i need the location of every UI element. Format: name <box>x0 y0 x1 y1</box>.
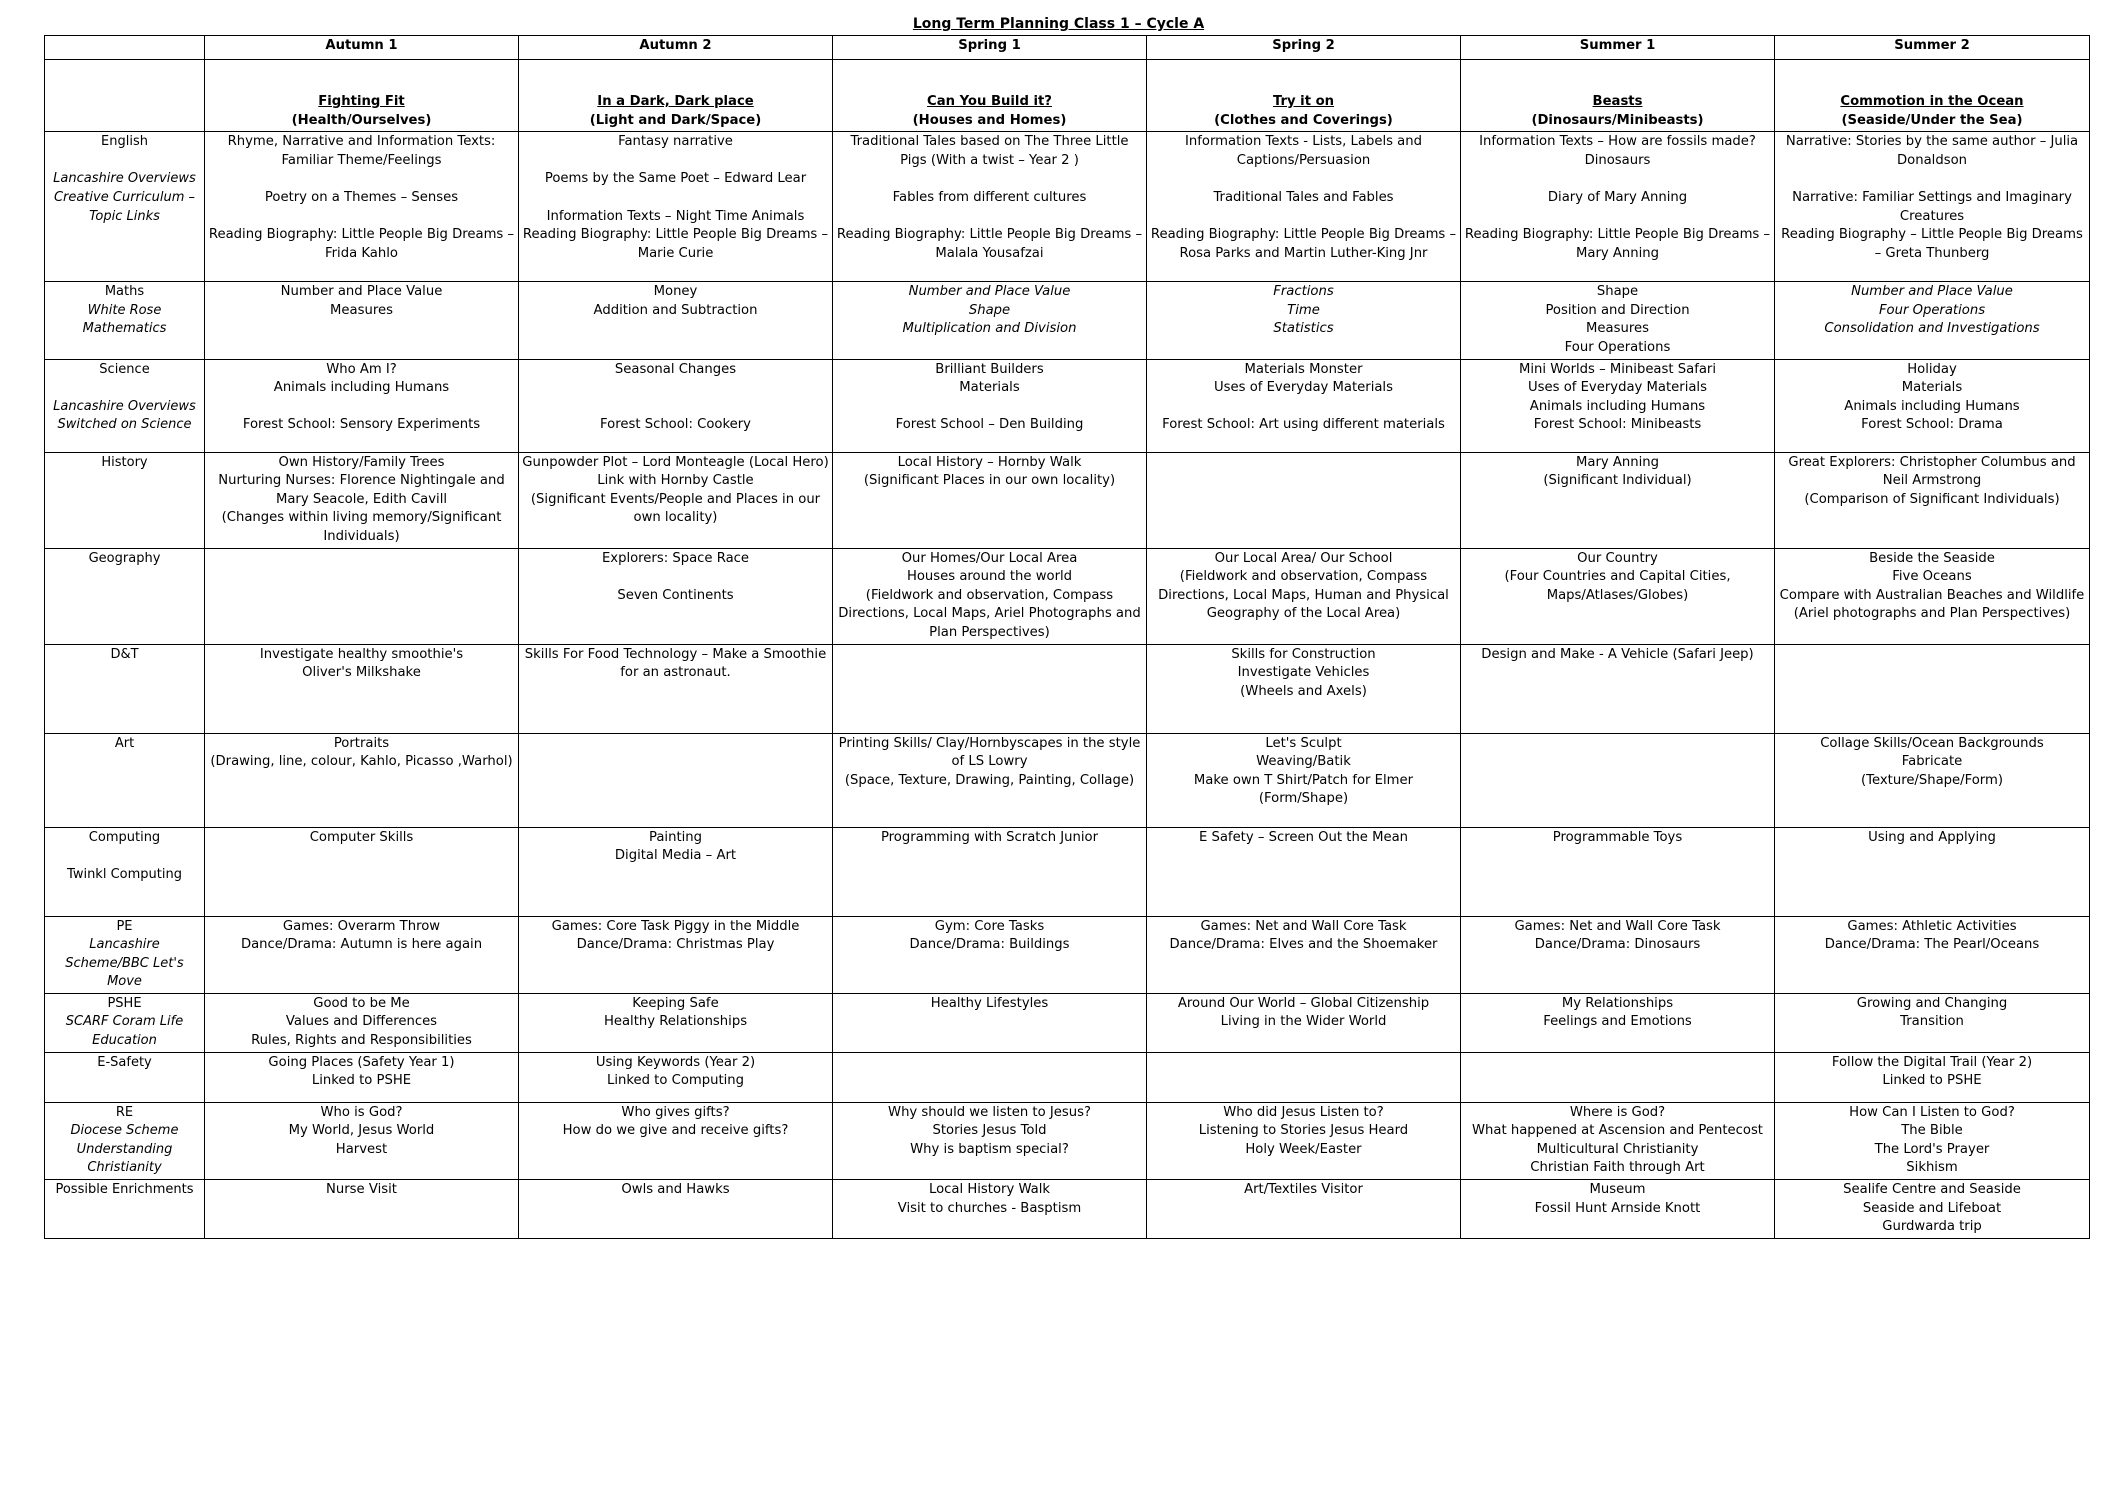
plan-cell: Local History Walk Visit to churches - Basptism <box>833 1180 1147 1239</box>
plan-cell: Art/Textiles Visitor <box>1147 1180 1461 1239</box>
plan-cell: Number and Place Value Shape Multiplication and Division <box>833 282 1147 359</box>
topic-cell <box>833 60 1147 132</box>
plan-cell: Own History/Family Trees Nurturing Nurses: Florence Nightingale and Mary Seacole, Edith Cavill (Changes within living memory/Significant Individuals) <box>205 452 519 548</box>
plan-cell: Materials Monster Uses of Everyday Materials Forest School: Art using different materials <box>1147 359 1461 452</box>
subject-row-science <box>45 359 2090 452</box>
subject-note: White Rose Mathematics <box>82 302 167 337</box>
plan-cell: Using and Applying <box>1775 827 2090 916</box>
plan-cell: Number and Place Value Measures <box>205 282 519 359</box>
plan-cell: Number and Place Value Four Operations Consolidation and Investigations <box>1775 282 2090 359</box>
subject-name: Science <box>99 361 150 377</box>
subject-cell <box>45 548 205 644</box>
topic-subtitle: (Houses and Homes) <box>912 112 1067 128</box>
plan-cell <box>519 733 833 827</box>
plan-cell <box>1461 1052 1775 1102</box>
plan-cell: Growing and Changing Transition <box>1775 993 2090 1052</box>
subject-row-english <box>45 132 2090 282</box>
plan-cell <box>833 1052 1147 1102</box>
topic-row <box>45 60 2090 132</box>
subject-note: Twinkl Computing <box>67 866 182 882</box>
subject-name: English <box>101 134 148 150</box>
plan-cell <box>833 644 1147 733</box>
subject-cell <box>45 359 205 452</box>
plan-cell <box>1147 1052 1461 1102</box>
plan-cell: Investigate healthy smoothie's Oliver's Milkshake <box>205 644 519 733</box>
plan-cell: Games: Net and Wall Core Task Dance/Drama: Elves and the Shoemaker <box>1147 916 1461 993</box>
subject-note: SCARF Coram Life Education <box>65 1014 184 1049</box>
subject-cell <box>45 644 205 733</box>
subject-row-art <box>45 733 2090 827</box>
plan-cell: Around Our World – Global Citizenship Living in the Wider World <box>1147 993 1461 1052</box>
plan-cell: Where is God? What happened at Ascension and Pentecost Multicultural Christianity Christian Faith through Art <box>1461 1102 1775 1179</box>
plan-cell: Going Places (Safety Year 1) Linked to PSHE <box>205 1052 519 1102</box>
plan-cell: Skills for Construction Investigate Vehicles (Wheels and Axels) <box>1147 644 1461 733</box>
plan-cell: Games: Net and Wall Core Task Dance/Drama: Dinosaurs <box>1461 916 1775 993</box>
subject-cell <box>45 1102 205 1179</box>
subject-cell <box>45 827 205 916</box>
plan-cell: Holiday Materials Animals including Humans Forest School: Drama <box>1775 359 2090 452</box>
plan-cell <box>1461 733 1775 827</box>
plan-cell: Our Country (Four Countries and Capital Cities, Maps/Atlases/Globes) <box>1461 548 1775 644</box>
plan-cell: Good to be Me Values and Differences Rules, Rights and Responsibilities <box>205 993 519 1052</box>
subject-cell <box>45 993 205 1052</box>
plan-cell: Our Local Area/ Our School (Fieldwork and observation, Compass Directions, Local Maps, Human and Physical Geography of the Local Area) <box>1147 548 1461 644</box>
plan-cell: Programmable Toys <box>1461 827 1775 916</box>
plan-cell: Seasonal Changes Forest School: Cookery <box>519 359 833 452</box>
plan-cell: Games: Overarm Throw Dance/Drama: Autumn is here again <box>205 916 519 993</box>
topic-cell <box>1775 60 2090 132</box>
subject-name: Geography <box>88 550 161 566</box>
plan-cell: Skills For Food Technology – Make a Smoothie for an astronaut. <box>519 644 833 733</box>
subject-note: Lancashire Overviews Switched on Science <box>53 398 196 433</box>
term-header: Autumn 1 <box>205 36 519 60</box>
subject-row-esafety <box>45 1052 2090 1102</box>
plan-cell <box>205 548 519 644</box>
subject-row-pshe <box>45 993 2090 1052</box>
plan-cell: Using Keywords (Year 2) Linked to Computing <box>519 1052 833 1102</box>
subject-cell <box>45 452 205 548</box>
plan-cell: Mary Anning (Significant Individual) <box>1461 452 1775 548</box>
plan-cell: Gunpowder Plot – Lord Monteagle (Local Hero) Link with Hornby Castle (Significant Events/People and Places in our own locality) <box>519 452 833 548</box>
subject-name: RE <box>115 1104 134 1120</box>
subject-name: D&T <box>110 646 139 662</box>
subject-cell <box>45 916 205 993</box>
topic-name: Can You Build it? <box>927 94 1052 109</box>
topic-cell <box>519 60 833 132</box>
plan-cell: Healthy Lifestyles <box>833 993 1147 1052</box>
topic-name: Try it on <box>1272 94 1335 109</box>
term-header: Summer 2 <box>1775 36 2090 60</box>
plan-cell: Who gives gifts? How do we give and receive gifts? <box>519 1102 833 1179</box>
plan-cell: Collage Skills/Ocean Backgrounds Fabricate (Texture/Shape/Form) <box>1775 733 2090 827</box>
plan-cell: Great Explorers: Christopher Columbus and Neil Armstrong (Comparison of Significant Individuals) <box>1775 452 2090 548</box>
subject-name: PSHE <box>107 995 142 1011</box>
subject-cell <box>45 1180 205 1239</box>
subject-row-pe <box>45 916 2090 993</box>
plan-cell: Money Addition and Subtraction <box>519 282 833 359</box>
plan-cell: Narrative: Stories by the same author – Julia Donaldson Narrative: Familiar Settings and Imaginary Creatures Reading Biography – Little People Big Dreams – Greta Thunberg <box>1775 132 2090 282</box>
plan-cell: Programming with Scratch Junior <box>833 827 1147 916</box>
plan-cell: How Can I Listen to God? The Bible The Lord's Prayer Sikhism <box>1775 1102 2090 1179</box>
topic-cell <box>1461 60 1775 132</box>
plan-cell: Shape Position and Direction Measures Four Operations <box>1461 282 1775 359</box>
plan-cell: Computer Skills <box>205 827 519 916</box>
topic-subtitle: (Light and Dark/Space) <box>589 112 762 128</box>
subject-row-history <box>45 452 2090 548</box>
plan-cell: Design and Make - A Vehicle (Safari Jeep) <box>1461 644 1775 733</box>
subject-name: Maths <box>104 284 145 300</box>
plan-cell: Games: Athletic Activities Dance/Drama: The Pearl/Oceans <box>1775 916 2090 993</box>
plan-cell: Our Homes/Our Local Area Houses around the world (Fieldwork and observation, Compass Directions, Local Maps, Ariel Photographs and Plan Perspectives) <box>833 548 1147 644</box>
plan-cell <box>1147 452 1461 548</box>
plan-cell: Painting Digital Media – Art <box>519 827 833 916</box>
term-header: Summer 1 <box>1461 36 1775 60</box>
plan-cell: Museum Fossil Hunt Arnside Knott <box>1461 1180 1775 1239</box>
corner-cell <box>45 36 205 60</box>
topic-name: In a Dark, Dark place <box>597 94 754 109</box>
topic-cell <box>205 60 519 132</box>
plan-cell: Who is God? My World, Jesus World Harvest <box>205 1102 519 1179</box>
subject-row-dt <box>45 644 2090 733</box>
plan-cell: My Relationships Feelings and Emotions <box>1461 993 1775 1052</box>
subject-name: Possible Enrichments <box>55 1182 194 1198</box>
plan-cell: Information Texts – How are fossils made? Dinosaurs Diary of Mary Anning Reading Biography: Little People Big Dreams – Mary Anning <box>1461 132 1775 282</box>
plan-cell: Beside the Seaside Five Oceans Compare with Australian Beaches and Wildlife (Ariel photographs and Plan Perspectives) <box>1775 548 2090 644</box>
topic-subtitle: (Seaside/Under the Sea) <box>1841 112 2023 128</box>
corner-cell <box>45 60 205 132</box>
subject-name: History <box>101 454 148 470</box>
topic-subtitle: (Health/Ourselves) <box>291 112 432 128</box>
term-header: Autumn 2 <box>519 36 833 60</box>
plan-cell: E Safety – Screen Out the Mean <box>1147 827 1461 916</box>
topic-subtitle: (Clothes and Coverings) <box>1214 112 1393 128</box>
plan-cell: Information Texts - Lists, Labels and Captions/Persuasion Traditional Tales and Fables Reading Biography: Little People Big Dreams – Rosa Parks and Martin Luther-King Jnr <box>1147 132 1461 282</box>
subject-row-enrichments <box>45 1180 2090 1239</box>
subject-name: E-Safety <box>97 1054 152 1070</box>
term-header-row <box>45 36 2090 60</box>
plan-cell: Printing Skills/ Clay/Hornbyscapes in the style of LS Lowry (Space, Texture, Drawing, Painting, Collage) <box>833 733 1147 827</box>
plan-cell: Mini Worlds – Minibeast Safari Uses of Everyday Materials Animals including Humans Forest School: Minibeasts <box>1461 359 1775 452</box>
subject-name: Art <box>114 735 135 751</box>
plan-cell: Nurse Visit <box>205 1180 519 1239</box>
plan-cell: Brilliant Builders Materials Forest School – Den Building <box>833 359 1147 452</box>
subject-name: Computing <box>88 829 161 845</box>
subject-note: Lancashire Scheme/BBC Let's Move <box>65 937 184 990</box>
plan-cell: Owls and Hawks <box>519 1180 833 1239</box>
subject-cell <box>45 132 205 282</box>
topic-name: Fighting Fit <box>318 94 405 109</box>
plan-cell: Fantasy narrative Poems by the Same Poet – Edward Lear Information Texts – Night Time Animals Reading Biography: Little People Big Dreams – Marie Curie <box>519 132 833 282</box>
subject-name: PE <box>116 918 133 934</box>
term-header: Spring 2 <box>1147 36 1461 60</box>
subject-row-computing <box>45 827 2090 916</box>
subject-cell <box>45 282 205 359</box>
subject-note: Lancashire Overviews Creative Curriculum – Topic Links <box>53 171 196 224</box>
topic-name: Commotion in the Ocean <box>1840 94 2024 109</box>
subject-cell <box>45 733 205 827</box>
plan-cell: Let's Sculpt Weaving/Batik Make own T Shirt/Patch for Elmer (Form/Shape) <box>1147 733 1461 827</box>
plan-cell: Why should we listen to Jesus? Stories Jesus Told Why is baptism special? <box>833 1102 1147 1179</box>
topic-subtitle: (Dinosaurs/Minibeasts) <box>1531 112 1704 128</box>
subject-row-geography <box>45 548 2090 644</box>
plan-cell: Follow the Digital Trail (Year 2) Linked to PSHE <box>1775 1052 2090 1102</box>
subject-note: Diocese Scheme Understanding Christianity <box>70 1123 179 1176</box>
plan-cell: Who did Jesus Listen to? Listening to Stories Jesus Heard Holy Week/Easter <box>1147 1102 1461 1179</box>
plan-cell: Who Am I? Animals including Humans Forest School: Sensory Experiments <box>205 359 519 452</box>
plan-cell: Games: Core Task Piggy in the Middle Dance/Drama: Christmas Play <box>519 916 833 993</box>
term-header: Spring 1 <box>833 36 1147 60</box>
plan-cell: Rhyme, Narrative and Information Texts: Familiar Theme/Feelings Poetry on a Themes – Senses Reading Biography: Little People Big Dreams – Frida Kahlo <box>205 132 519 282</box>
plan-cell: Gym: Core Tasks Dance/Drama: Buildings <box>833 916 1147 993</box>
plan-cell: Sealife Centre and Seaside Seaside and Lifeboat Gurdwarda trip <box>1775 1180 2090 1239</box>
plan-cell: Traditional Tales based on The Three Little Pigs (With a twist – Year 2 ) Fables from different cultures Reading Biography: Little People Big Dreams – Malala Yousafzai <box>833 132 1147 282</box>
plan-cell: Keeping Safe Healthy Relationships <box>519 993 833 1052</box>
topic-name: Beasts <box>1592 94 1643 109</box>
topic-cell <box>1147 60 1461 132</box>
plan-cell: Fractions Time Statistics <box>1147 282 1461 359</box>
subject-row-maths <box>45 282 2090 359</box>
page-title: Long Term Planning Class 1 – Cycle A <box>912 16 1205 32</box>
plan-cell: Local History – Hornby Walk (Significant Places in our own locality) <box>833 452 1147 548</box>
subject-row-re <box>45 1102 2090 1179</box>
planning-table <box>44 35 2090 1239</box>
plan-cell: Explorers: Space Race Seven Continents <box>519 548 833 644</box>
plan-cell <box>1775 644 2090 733</box>
subject-cell <box>45 1052 205 1102</box>
plan-cell: Portraits (Drawing, line, colour, Kahlo, Picasso ,Warhol) <box>205 733 519 827</box>
